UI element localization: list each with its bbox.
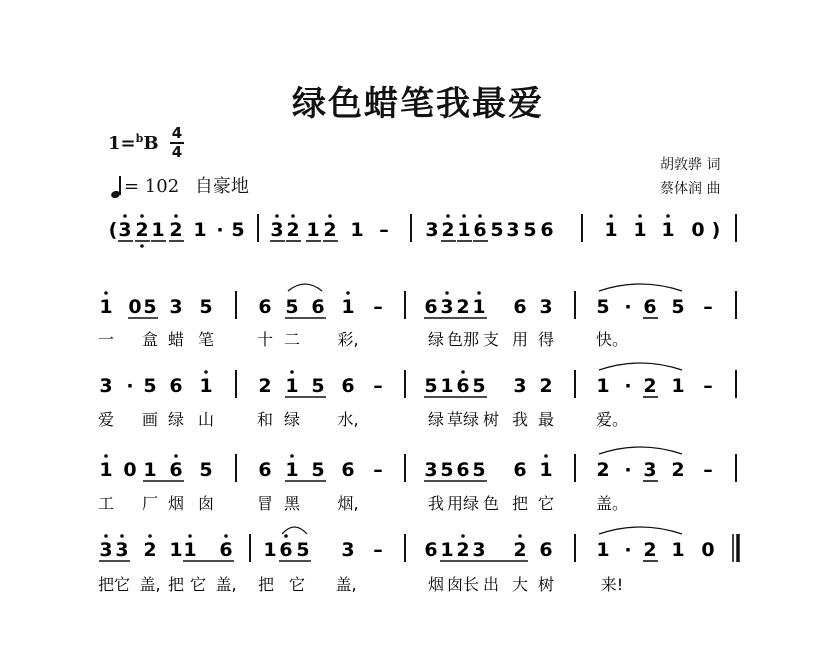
melody-note: 2 (258, 375, 272, 397)
intro-note: 2 (441, 219, 455, 241)
intro-note: 1 (661, 219, 675, 241)
lyric-char: 色 (446, 330, 464, 349)
melody-note: 1 (671, 539, 685, 561)
lyric-char: 爱。 (595, 410, 629, 429)
lyric-char: 冒 (256, 494, 274, 513)
lyric-char: 盖, (139, 575, 161, 594)
melody-note: 1 (671, 375, 685, 397)
lyric-char: 盖, (215, 575, 237, 594)
intro-note: 3 (425, 219, 439, 241)
intro-note: 3 (270, 219, 284, 241)
octave-dot (290, 370, 294, 374)
intro-note: ) (711, 219, 721, 241)
lyric-char: 山 (197, 410, 215, 429)
octave-dot (544, 454, 548, 458)
melody-note: 1 (263, 539, 277, 561)
octave-dot (290, 454, 294, 458)
lyric-char: 把 (257, 575, 275, 594)
intro-note: 2 (135, 219, 149, 241)
lyric-char: 色 (482, 494, 500, 513)
octave-dot (461, 370, 465, 374)
melody-note: 2 (143, 539, 157, 561)
lyric-char: 盒 (141, 330, 159, 349)
melody-note: – (373, 375, 383, 397)
melody-note: 3 (424, 459, 438, 481)
time-signature-bottom: 4 (171, 143, 183, 161)
intro-note: 2 (169, 219, 183, 241)
lyric-char: 最 (537, 410, 555, 429)
melody-note: 6 (513, 459, 527, 481)
intro-note: · (216, 219, 224, 241)
melody-note: 2 (539, 375, 553, 397)
lyric-char: 把 (511, 494, 529, 513)
octave-dot (140, 214, 144, 218)
lyric-char: 把 (167, 575, 185, 594)
lyric-char: 一 (97, 330, 115, 349)
lyric-char: 工 (97, 494, 115, 513)
slur-arc (282, 527, 307, 534)
song-title: 绿色蜡笔我最爱 (292, 84, 544, 124)
intro-note: 1 (633, 219, 647, 241)
melody-note: – (703, 459, 713, 481)
slur-arc (288, 284, 322, 291)
melody-note: 1 (99, 296, 113, 318)
lyricist-credit: 胡敦骅 词 (660, 157, 721, 173)
melody-note: 3 (341, 539, 355, 561)
intro-note: 5 (523, 219, 537, 241)
melody-note: 6 (169, 375, 183, 397)
lyric-char: 出 (482, 575, 500, 594)
octave-dot (148, 534, 152, 538)
melody-note: 3 (99, 539, 113, 561)
melody-note: 1 (539, 459, 553, 481)
lyric-char: 烟 (167, 494, 185, 513)
lyric-char: 来! (600, 575, 624, 594)
lyric-char: 蜡 (167, 330, 185, 349)
melody-note: 6 (258, 296, 272, 318)
melody-note: 3 (115, 539, 129, 561)
lyric-char: 草 (446, 410, 464, 429)
octave-dot (188, 534, 192, 538)
melody-note: 5 (671, 296, 685, 318)
melody-note: 5 (472, 459, 486, 481)
lyric-char: 画 (141, 410, 159, 429)
octave-dot (446, 214, 450, 218)
lyric-char: 我 (427, 494, 445, 513)
melody-note: 2 (513, 539, 527, 561)
time-signature-top: 4 (171, 124, 183, 142)
melody-note: 3 (99, 375, 113, 397)
octave-dot (462, 214, 466, 218)
melody-note: – (703, 375, 713, 397)
lyric-char: 绿 (462, 410, 480, 429)
octave-dot (478, 214, 482, 218)
lyric-char: 绿 (427, 410, 445, 429)
lyric-char: 它 (288, 575, 306, 594)
expression-mark: 自豪地 (194, 176, 249, 197)
intro-note: 1 (193, 219, 207, 241)
lyric-char: 彩, (337, 330, 359, 349)
intro-note: 1 (350, 219, 364, 241)
octave-dot (224, 534, 228, 538)
melody-note: 3 (472, 539, 486, 561)
intro-note: 0 (691, 219, 705, 241)
key-prefix: 1= (108, 133, 136, 154)
melody-note: 3 (513, 375, 527, 397)
intro-note: 5 (231, 219, 245, 241)
melody-note: 3 (169, 296, 183, 318)
lyric-char: 水, (337, 410, 359, 429)
key-note: B (143, 133, 159, 154)
lyric-char: 笔 (197, 330, 215, 349)
melody-note: 6 (456, 459, 470, 481)
intro-note: 6 (473, 219, 487, 241)
melody-note: 2 (643, 539, 657, 561)
lyric-char: 它 (189, 575, 207, 594)
melody-note: 1 (596, 375, 610, 397)
lyric-char: 厂 (141, 494, 159, 513)
lyric-char: 绿 (167, 410, 185, 429)
lyric-char: 烟 (427, 575, 445, 594)
melody-note: 5 (311, 459, 325, 481)
lyric-char: 用 (511, 330, 529, 349)
octave-dot (204, 370, 208, 374)
octave-dot (174, 214, 178, 218)
octave-dot (123, 214, 127, 218)
lyric-char: 爱 (97, 410, 115, 429)
melody-note: – (373, 459, 383, 481)
octave-dot (284, 534, 288, 538)
melody-note: 1 (285, 459, 299, 481)
lyric-char: 它 (537, 494, 555, 513)
tempo-value: = 102 (124, 176, 180, 197)
lyric-char: 囱 (446, 575, 464, 594)
lyric-char: 盖。 (595, 494, 629, 513)
melody-note: 1 (596, 539, 610, 561)
lyric-char: 二 (283, 330, 301, 349)
octave-dot (120, 534, 124, 538)
intro-note: 1 (457, 219, 471, 241)
melody-note: 0 (128, 296, 142, 318)
melody-note: · (624, 296, 632, 318)
melody-note: 3 (643, 459, 657, 481)
slur-arc (599, 527, 682, 534)
intro-note: 5 (490, 219, 504, 241)
slur-arc (599, 447, 682, 454)
melody-note: 2 (671, 459, 685, 481)
octave-dot (104, 454, 108, 458)
lyric-char: 黑 (283, 494, 301, 513)
melody-note: 0 (701, 539, 715, 561)
melody-note: 2 (643, 375, 657, 397)
lyric-char: 烟, (337, 494, 359, 513)
melody-note: 1 (99, 459, 113, 481)
intro-note: 1 (151, 219, 165, 241)
key-flat: b (135, 132, 144, 145)
melody-note: 5 (143, 375, 157, 397)
melody-note: 5 (199, 459, 213, 481)
melody-note: 1 (183, 539, 197, 561)
melody-note: 2 (456, 539, 470, 561)
lyric-char: 把 (97, 575, 115, 594)
octave-dot (638, 214, 642, 218)
melody-note: 5 (199, 296, 213, 318)
melody-note: 6 (424, 296, 438, 318)
octave-dot (477, 291, 481, 295)
lyric-char: 快。 (595, 330, 629, 349)
melody-note: 1 (440, 539, 454, 561)
intro-note: 3 (118, 219, 132, 241)
intro-note: – (379, 219, 389, 241)
melody-note: · (624, 459, 632, 481)
melody-note: 6 (424, 539, 438, 561)
melody-note: · (624, 375, 632, 397)
octave-dot (609, 214, 613, 218)
melody-note: 5 (424, 375, 438, 397)
melody-note: 2 (456, 296, 470, 318)
lyric-char: 大 (511, 575, 529, 594)
intro-note: 2 (286, 219, 300, 241)
melody-note: 5 (296, 539, 310, 561)
melody-note: 3 (539, 296, 553, 318)
octave-dot (140, 244, 144, 248)
melody-note: · (126, 375, 134, 397)
octave-dot (174, 454, 178, 458)
lyric-char: 绿 (283, 410, 301, 429)
intro-note: 3 (506, 219, 520, 241)
melody-note: 3 (440, 296, 454, 318)
slur-arc (599, 284, 682, 291)
melody-note: 5 (440, 459, 454, 481)
intro-note: 2 (323, 219, 337, 241)
lyric-char: 那 (462, 330, 480, 349)
octave-dot (291, 214, 295, 218)
lyric-char: 盖, (335, 575, 357, 594)
melody-note: 6 (279, 539, 293, 561)
melody-note: 5 (285, 296, 299, 318)
intro-note: 1 (306, 219, 320, 241)
slur-arc (599, 363, 682, 370)
melody-note: 6 (219, 539, 233, 561)
intro-note: ( (108, 219, 118, 241)
melody-note: 1 (199, 375, 213, 397)
octave-dot (666, 214, 670, 218)
melody-note: 6 (513, 296, 527, 318)
melody-note: 5 (596, 296, 610, 318)
melody-note: 1 (440, 375, 454, 397)
octave-dot (518, 534, 522, 538)
octave-dot (275, 214, 279, 218)
melody-note: 5 (311, 375, 325, 397)
lyric-char: 长 (462, 575, 480, 594)
octave-dot (346, 291, 350, 295)
melody-note: 6 (643, 296, 657, 318)
melody-note: 2 (596, 459, 610, 481)
lyric-char: 得 (537, 330, 555, 349)
melody-note: 0 (123, 459, 137, 481)
melody-note: · (624, 539, 632, 561)
melody-note: – (373, 296, 383, 318)
melody-note: 1 (143, 459, 157, 481)
melody-note: 5 (143, 296, 157, 318)
octave-dot (104, 534, 108, 538)
melody-note: 6 (311, 296, 325, 318)
melody-note: 6 (169, 459, 183, 481)
lyric-char: 绿 (427, 330, 445, 349)
melody-note: 5 (472, 375, 486, 397)
melody-note: 1 (169, 539, 183, 561)
octave-dot (328, 214, 332, 218)
octave-dot (461, 534, 465, 538)
lyric-char: 树 (537, 575, 555, 594)
lyric-char: 我 (511, 410, 529, 429)
melody-note: – (373, 539, 383, 561)
melody-note: 1 (285, 375, 299, 397)
melody-note: 6 (341, 459, 355, 481)
melody-note: 6 (258, 459, 272, 481)
melody-note: – (703, 296, 713, 318)
melody-note: 6 (341, 375, 355, 397)
lyric-char: 和 (256, 410, 274, 429)
melody-note: 1 (472, 296, 486, 318)
melody-note: 6 (539, 539, 553, 561)
melody-note: 6 (456, 375, 470, 397)
octave-dot (445, 291, 449, 295)
lyric-char: 支 (482, 330, 500, 349)
octave-dot (104, 291, 108, 295)
lyric-char: 绿 (462, 494, 480, 513)
lyric-char: 囱 (197, 494, 215, 513)
lyric-char: 它 (113, 575, 131, 594)
lyric-char: 树 (482, 410, 500, 429)
intro-note: 1 (604, 219, 618, 241)
melody-note: 1 (341, 296, 355, 318)
lyric-char: 十 (256, 330, 274, 349)
intro-note: 6 (540, 219, 554, 241)
lyric-char: 用 (446, 494, 464, 513)
composer-credit: 蔡体润 曲 (660, 181, 721, 197)
